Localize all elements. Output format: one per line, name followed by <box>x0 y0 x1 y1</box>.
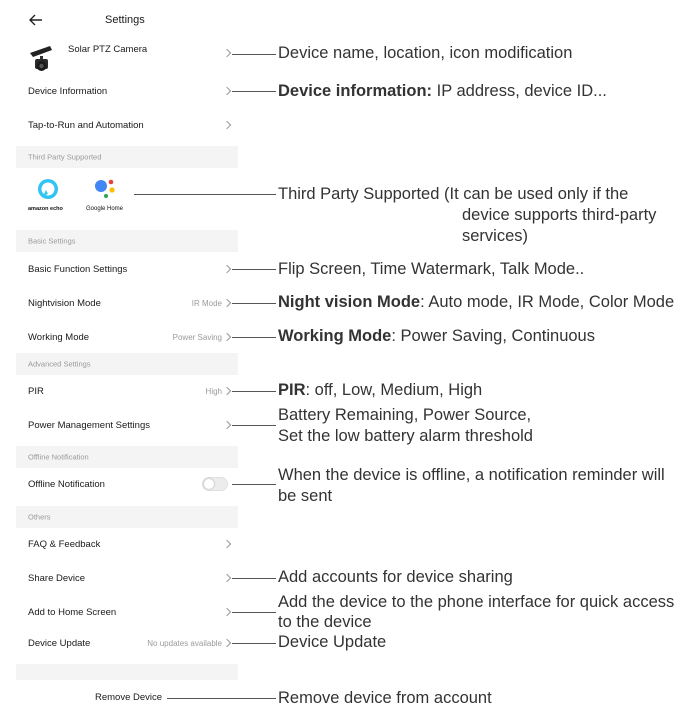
arrow-left-icon <box>28 12 44 28</box>
annotation-pir <box>278 380 482 401</box>
divider-band <box>16 664 238 680</box>
annotation-offline-1: When the device is offline, a notification reminder will <box>278 466 665 484</box>
chevron-right-icon <box>223 608 231 616</box>
connector-line <box>232 54 276 55</box>
annotation-third-party-3: services) <box>462 227 529 245</box>
row-label: Basic Function Settings <box>28 263 128 275</box>
row-label: Device Update <box>28 637 91 649</box>
row-faq-feedback[interactable] <box>16 530 238 558</box>
back-button[interactable] <box>28 12 44 28</box>
offline-notification-toggle[interactable] <box>202 477 228 491</box>
section-label: Advanced Settings <box>28 359 91 369</box>
third-party-row <box>16 170 238 222</box>
row-value: No updates available <box>147 638 222 648</box>
annotation-power-2: Set the low battery alarm threshold <box>278 427 533 445</box>
remove-device-button[interactable]: Remove Device <box>95 692 163 703</box>
chevron-right-icon <box>223 49 231 57</box>
chevron-right-icon <box>223 121 231 129</box>
annotation-third-party-2: device supports third-party <box>462 206 657 224</box>
section-header-third-party <box>16 146 238 168</box>
row-offline-notification <box>16 470 238 498</box>
device-name: Solar PTZ Camera <box>68 44 148 55</box>
row-value: IR Mode <box>191 298 222 308</box>
annotation-bold: PIR <box>278 381 306 399</box>
connector-line <box>232 643 276 644</box>
annotation-bold: Night vision Mode <box>278 293 421 311</box>
annotation-night-vision <box>278 292 674 313</box>
row-working-mode[interactable] <box>16 323 238 351</box>
annotation-home-1: Add the device to the phone interface for quick access <box>278 593 675 611</box>
google-assistant-icon <box>94 178 118 200</box>
alexa-icon <box>37 178 59 200</box>
row-label: Power Management Settings <box>28 419 150 431</box>
row-pir[interactable] <box>16 377 238 405</box>
annotation-text: : Auto mode, IR Mode, Color Mode <box>420 293 675 311</box>
annotation-update: Device Update <box>278 633 387 651</box>
connector-line <box>232 391 276 392</box>
chevron-right-icon <box>223 299 231 307</box>
connector-line <box>232 337 276 338</box>
chevron-right-icon <box>223 265 231 273</box>
section-header-offline <box>16 446 238 468</box>
row-value: Power Saving <box>172 332 222 342</box>
row-label: Nightvision Mode <box>28 297 101 309</box>
annotation-device-name: Device name, location, icon modification <box>278 44 573 62</box>
section-header-others <box>16 506 238 528</box>
chevron-right-icon <box>223 87 231 95</box>
row-label: Tap-to-Run and Automation <box>28 119 144 131</box>
connector-line <box>232 269 276 270</box>
section-header-advanced <box>16 353 238 375</box>
section-header-basic <box>16 230 238 252</box>
chevron-right-icon <box>223 387 231 395</box>
annotation-bold: Working Mode <box>278 327 392 345</box>
section-label: Third Party Supported <box>28 152 102 162</box>
annotation-text: IP address, device ID... <box>432 82 607 100</box>
connector-line <box>232 303 276 304</box>
alexa-button[interactable] <box>28 176 68 220</box>
annotation-basic: Flip Screen, Time Watermark, Talk Mode.. <box>278 260 585 278</box>
section-label: Offline Notification <box>28 452 89 462</box>
annotation-third-party-1: Third Party Supported (It can be used only if the <box>278 185 629 203</box>
chevron-right-icon <box>223 639 231 647</box>
google-home-label: Google Home <box>86 206 124 212</box>
row-tap-to-run[interactable] <box>16 112 238 138</box>
chevron-right-icon <box>223 540 231 548</box>
annotation-share: Add accounts for device sharing <box>278 568 513 586</box>
annotation-text: : off, Low, Medium, High <box>305 381 483 399</box>
annotation-remove: Remove device from account <box>278 689 492 707</box>
connector-line <box>167 698 276 699</box>
annotation-offline-2: be sent <box>278 487 333 505</box>
row-device-update[interactable] <box>16 629 238 657</box>
row-basic-function-settings[interactable] <box>16 255 238 283</box>
row-label: PIR <box>28 385 44 397</box>
row-label: FAQ & Feedback <box>28 538 101 550</box>
connector-line <box>232 578 276 579</box>
annotation-power-1: Battery Remaining, Power Source, <box>278 406 532 424</box>
row-share-device[interactable] <box>16 564 238 592</box>
row-label: Offline Notification <box>28 478 105 490</box>
row-label: Device Information <box>28 85 108 97</box>
annotation-working-mode <box>278 326 595 347</box>
row-add-to-home-screen[interactable] <box>16 598 238 626</box>
connector-line <box>134 194 276 195</box>
connector-line <box>232 91 276 92</box>
annotation-text: : Power Saving, Continuous <box>391 327 595 345</box>
google-home-button[interactable] <box>84 176 128 220</box>
page-title: Settings <box>105 14 145 26</box>
row-value: High <box>205 386 222 396</box>
section-label: Basic Settings <box>28 236 76 246</box>
settings-screen <box>0 0 238 716</box>
row-label: Add to Home Screen <box>28 606 117 618</box>
connector-line <box>232 612 276 613</box>
chevron-right-icon <box>223 421 231 429</box>
annotation-device-info <box>278 81 607 102</box>
chevron-right-icon <box>223 333 231 341</box>
row-label: Working Mode <box>28 331 90 343</box>
row-label: Share Device <box>28 572 86 584</box>
chevron-right-icon <box>223 574 231 582</box>
row-device-information[interactable] <box>16 78 238 104</box>
annotation-home-2: to the device <box>278 613 372 631</box>
camera-icon <box>28 44 54 74</box>
annotation-bold: Device information: <box>278 82 433 100</box>
section-label: Others <box>28 512 51 522</box>
row-power-management[interactable] <box>16 411 238 439</box>
connector-line <box>232 425 276 426</box>
device-row[interactable] <box>16 40 238 70</box>
row-nightvision-mode[interactable] <box>16 289 238 317</box>
connector-line <box>232 484 276 485</box>
alexa-label: amazon echo <box>28 206 63 212</box>
